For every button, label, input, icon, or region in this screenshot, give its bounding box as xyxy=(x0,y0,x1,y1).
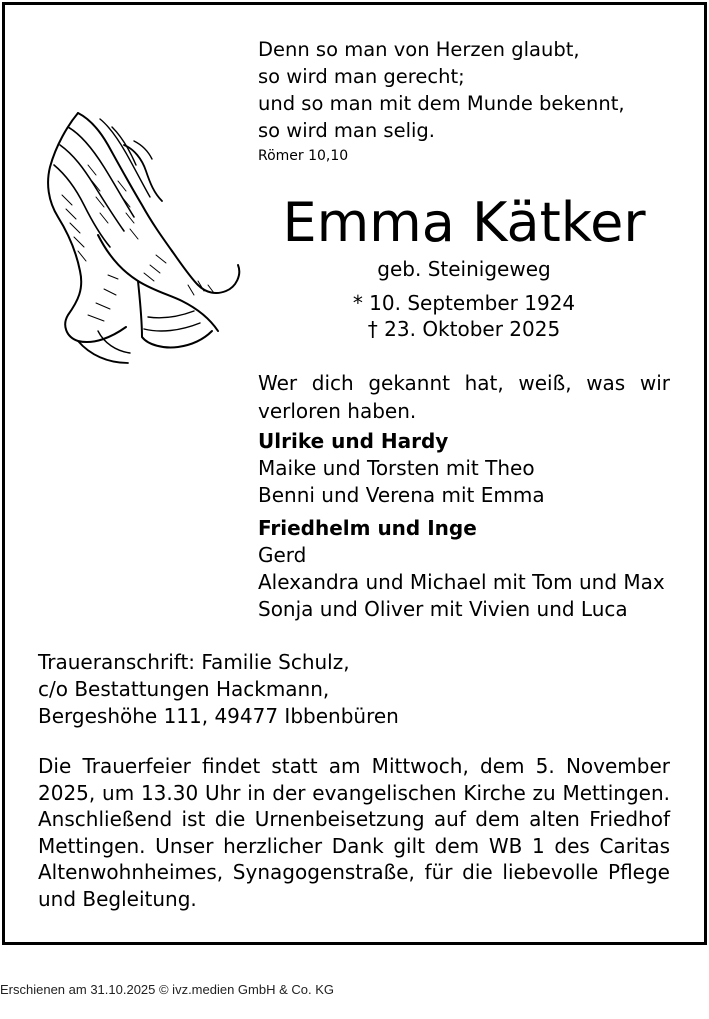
birth-name: geb. Steinigeweg xyxy=(377,257,551,281)
family-group xyxy=(258,428,545,509)
bible-verse xyxy=(258,36,625,144)
verse-reference: Römer 10,10 xyxy=(258,148,349,164)
family-member: Sonja und Oliver mit Vivien und Luca xyxy=(258,597,628,621)
family-head: Friedhelm und Inge xyxy=(258,516,477,540)
family-member: Gerd xyxy=(258,543,307,567)
address-line: Traueranschrift: Familie Schulz, xyxy=(38,650,350,674)
verse-line: Denn so man von Herzen glaubt, xyxy=(258,38,580,61)
family-group xyxy=(258,515,665,623)
verse-line: so wird man gerecht; xyxy=(258,65,465,88)
family-member: Benni und Verena mit Emma xyxy=(258,483,545,507)
address-line: Bergeshöhe 111, 49477 Ibbenbüren xyxy=(38,704,399,728)
family-member: Maike und Torsten mit Theo xyxy=(258,456,535,480)
death-date: † 23. Oktober 2025 xyxy=(367,317,561,341)
address-line: c/o Bestattungen Hackmann, xyxy=(38,677,330,701)
verse-line: und so man mit dem Munde bekennt, xyxy=(258,92,625,115)
mourning-address xyxy=(38,649,399,730)
verse-line: so wird man selig. xyxy=(258,119,435,142)
birth-date: * 10. September 1924 xyxy=(352,291,576,315)
deceased-name: Emma Kätker xyxy=(282,191,646,254)
family-member: Alexandra und Michael mit Tom und Max xyxy=(258,570,665,594)
family-head: Ulrike und Hardy xyxy=(258,429,449,453)
publication-footer: Erschienen am 31.10.2025 © ivz.medien GmbH & Co. KG xyxy=(0,982,335,997)
memorial-quote: Wer dich gekannt hat, weiß, was wir verloren haben. xyxy=(258,371,670,423)
praying-hands-icon xyxy=(38,105,248,370)
ceremony-text: Die Trauerfeier findet statt am Mittwoch, dem 5. November 2025, um 13.30 Uhr in der evangelischen Kirche zu Mettingen. Anschließend ist die Urnenbeisetzung auf dem alten Friedhof Mettingen. Unser herzlicher Dank gilt dem WB 1 des Caritas Altenwohnheimes, Synagogenstraße, für die liebevolle Pflege und Begleitung. xyxy=(38,754,670,911)
